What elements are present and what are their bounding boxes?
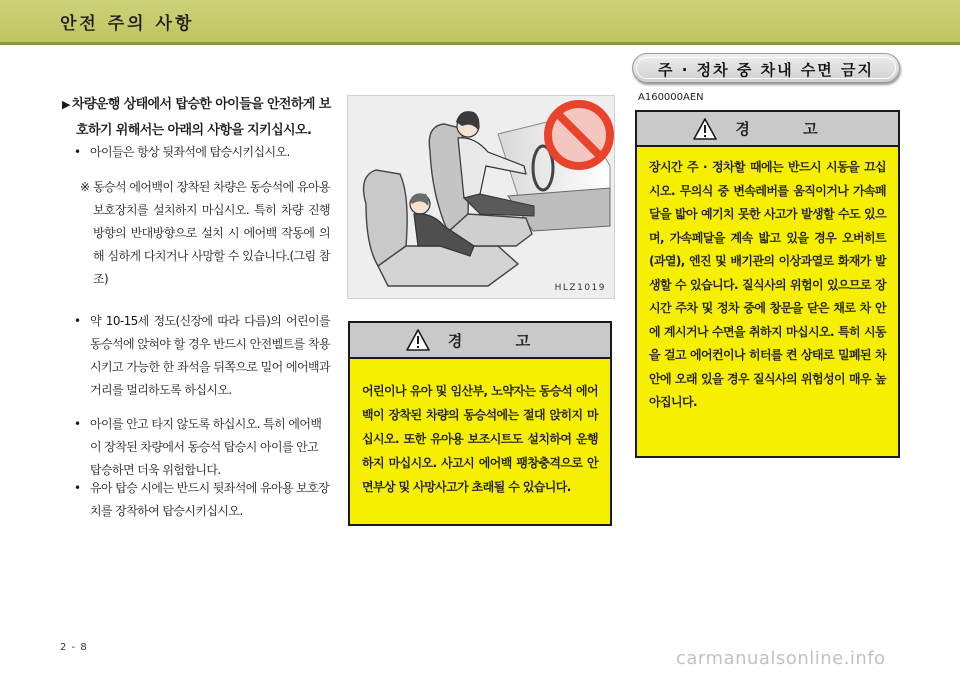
warning-box-idling: [635, 110, 900, 458]
page-title: 안전 주의 사항: [60, 14, 195, 34]
warning-body: 어린이나 유아 및 임산부, 노약자는 동승석 에어백이 장착된 차량의 동승석에는 절대 앉히지 마십시오. 또한 유아용 보조시트도 설치하여 운행하지 마십시오. 사고시 에어백 팽창충격으로 안면부상 및 사망사고가 초래될 수 있습니다.: [362, 384, 598, 494]
list-item: [74, 310, 330, 402]
warning-header: [637, 112, 898, 147]
bullet-icon: •: [74, 481, 81, 495]
warning-triangle-icon: [406, 329, 430, 351]
page-number: 2 - 8: [60, 642, 88, 653]
warning-body: 장시간 주 · 정차할 때에는 반드시 시동을 끄십시오. 무의식 중 변속레버를 움직이거나 가속페달을 밟아 예기치 못한 사고가 발생할 수도 있으며, 가속페달을 계속 밟고 있을 경우 오버히트(과열), 엔진 및 배기관의 이상과열로 화재가 발생할 수 있습니다. 질식사의 위험이 있으므로 장시간 주차 및 정차 중에 창문을 닫은 채로 차 안에 계시거나 수면을 취하지 마십시오. 특히 시동을 걸고 에어컨이나 히터를 켠 상태로 밀폐된 차 안에 오래 있을 경우 질식사의 위험성이 매우 높아집니다.: [649, 160, 886, 409]
airbag-child-seat-illustration: [347, 95, 615, 299]
illustration-code: HLZ1019: [554, 283, 606, 293]
watermark: carmanualsonline.info: [676, 648, 886, 669]
warning-title: 경 고: [447, 331, 555, 350]
list-item: [74, 413, 330, 482]
intro-line-2: 호하기 위해서는 아래의 사항을 지키십시오.: [76, 123, 312, 138]
car-interior-drawing: [348, 96, 614, 298]
arrow-right-icon: ▶: [62, 98, 70, 111]
warning-header: [350, 323, 610, 359]
list-item: [74, 477, 330, 523]
bullet-icon: •: [74, 417, 81, 431]
list-item-text: 아이를 안고 타지 않도록 하십시오. 특히 에어백이 장착된 차량에서 동승석 탑승시 아이를 안고 탑승하면 더욱 위험합니다.: [90, 417, 322, 477]
note-block: [80, 176, 330, 291]
bullet-icon: •: [74, 314, 81, 328]
note-text: 동승석 에어백이 장착된 차량은 동승석에 유아용 보호장치를 설치하지 마십시오. 특히 차량 진행방향의 반대방향으로 설치 시 에어백 작동에 의해 심하게 다치거나 사망할 수 있습니다.(그림 참조): [93, 180, 330, 286]
intro-line-1: 차량운행 상태에서 탑승한 아이들을 안전하게 보: [71, 97, 331, 112]
list-item-text: 유아 탑승 시에는 반드시 뒷좌석에 유아용 보호장치를 장착하여 탑승시키십시오.: [90, 481, 330, 518]
list-item-text: 아이들은 항상 뒷좌석에 탑승시키십시오.: [90, 145, 290, 159]
list-item: [74, 141, 330, 164]
list-item-text: 약 10-15세 정도(신장에 따라 다름)의 어린이를 동승석에 앉혀야 할 경우 반드시 안전벨트를 착용시키고 가능한 한 좌석을 뒤쪽으로 밀어 에어백과 거리를 멀리하도록 하십시오.: [90, 314, 330, 397]
section-title: 주 · 정차 중 차내 수면 금지: [658, 61, 874, 79]
intro-heading: [62, 92, 332, 144]
section-code: A160000AEN: [638, 92, 704, 103]
header-divider: [0, 42, 960, 45]
bullet-icon: •: [74, 145, 81, 159]
warning-box-airbag: [348, 321, 612, 526]
warning-title: 경 고: [735, 120, 842, 138]
warning-triangle-icon: [693, 118, 717, 140]
section-heading-pill: [632, 53, 900, 83]
reference-mark-icon: ※: [80, 180, 90, 194]
